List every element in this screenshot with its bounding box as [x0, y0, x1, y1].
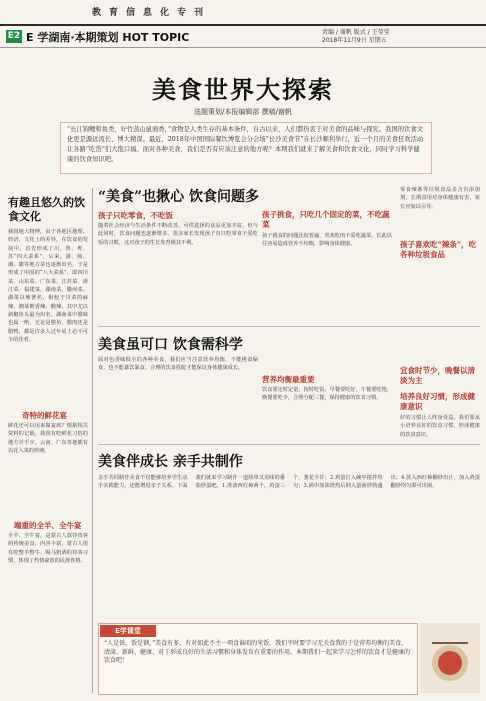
page-number: E2: [7, 31, 21, 41]
masthead: 教育信息化专刊: [92, 8, 212, 18]
credits-line-2: 2018年11月9日 星期五: [322, 37, 387, 44]
section-body-1: 随着社会经济与生活条件不断改善，可供选择的食品更加丰富，但与此同时，饮食问题也逐渐增多。很多家长发现孩子有只吃零食不爱吃饭的习惯，这对孩子的生长发育极其不利。: [98, 223, 258, 246]
credits-line-1: 责编 / 谢帆 版式 / 王莹莹: [322, 29, 390, 36]
section-subheading-5: 宜食时节少，晚餐以清淡为主: [400, 366, 475, 385]
section-subheading-3: 孩子喜欢吃“辣条”，吃各种垃圾食品: [400, 240, 477, 259]
section-heading-2: 美食虽可口 饮食需科学: [98, 337, 243, 353]
food-illustration-icon: [420, 623, 480, 693]
section-subheading-4: 营养均衡最重要: [262, 375, 315, 384]
sidebar-subheading-2: 端重的全羊、全牛宴: [14, 521, 82, 530]
sidebar-sub-body-1: 鲜花还可以用来做宴席？根据相关资料的记载，我国有吃鲜花习俗的地方并不少，云南、广东等地都有以花入菜的传统。: [8, 423, 88, 454]
classroom-tag: E学课堂: [100, 625, 156, 637]
intro-box: [60, 122, 432, 174]
article-title: 美食世界大探索: [152, 75, 334, 104]
section-body-5: 饮食要定时定量，按时吃饭，早餐要吃好，午餐要吃饱，晚餐要吃少，合理分配三餐，保持健康的饮食习惯。: [262, 387, 392, 402]
section-heading-1: “美食”也揪心 饮食问题多: [98, 189, 259, 205]
divider: [0, 47, 486, 48]
section-heading-3: 美食伴成长 亲手共制作: [98, 454, 243, 470]
credits: [322, 29, 390, 45]
byline: 选题策划/本报编辑部 撰稿/谢帆: [194, 108, 292, 116]
section-body-6: 好的习惯让人终身受益。我们要从小培养良好的饮食习惯，形成健康的饮食意识。: [400, 415, 480, 438]
section-prefix: E 学湖南·本期策划: [26, 31, 119, 44]
sidebar-body: 我国地大物博，由于各地区地理、经济、文化上的差异，在饮食的发展中，首先形成了川、鲁、粤、苏“四大菜系”，后来，浙、闽、湘、徽等地方菜也逐渐出名，于是形成了中国的“八大菜系”，即四川菜、山东菜、广东菜、江苏菜、浙江菜、福建菜、湖南菜、徽州菜。湖菜以辣著名，相较于川菜的麻辣，湘菜则香辣，酸辣，其中尤以剁椒鱼头最为出名。湖南菜中腊味也属一绝，无论是腊鱼、腊肉还是腊鸭，都是许多人过年桌上必不可少的佳肴。: [8, 229, 88, 343]
section-title: [26, 29, 189, 45]
sidebar-sub-body-2: 全羊、全牛宴，是蒙古人款待贵客的传统美食，内容丰富，蒙古人很有吃整羊整牛、喝马奶酒的待客习惯，体现了热情豪放的民族性格。: [8, 533, 88, 564]
section-subheading-2: 孩子挑食，只吃几个固定的菜，不吃蔬菜: [262, 210, 390, 229]
section-body-2: 孩子挑食的问题比较普遍，喜欢吃肉不爱吃蔬菜，长此以往容易造成营养不均衡，影响身体健康。: [262, 233, 392, 248]
section-body-3: 零食辣条等垃圾食品多含有添加剂，长期食用对身体健康有害，家长应加以引导。: [400, 187, 480, 210]
header-bar: [0, 0, 486, 24]
sidebar-subheading-1: 奇特的鲜花宴: [22, 411, 67, 420]
section-hot: HOT TOPIC: [122, 31, 190, 44]
intro-text: “长江锦鲤和鱼类，好竹蒸山鼠面香，”食物是人类生存的基本条件，自古以来，人们都热衷于对美食的品味与探究。我国的饮食文化更是源远流长、博大精深。最近，2018年中国国际餐饮博览会分会场“长沙美食节”在长沙顺利举行，近一个月的美食狂欢活动让各路“吃货”们大饱口福。面对各种美食，我们是否有应该注意的地方呢？本期我们就来了解美食和饮食文化，同时学习科学健康的饮食知识吧。: [67, 126, 424, 163]
column-divider: [92, 188, 93, 693]
divider: [98, 326, 480, 327]
section-subheading-6: 培养良好习惯，形成健康意识: [400, 392, 475, 411]
divider: [98, 444, 480, 445]
section-subheading-1: 孩子只吃零食，不吃饭: [98, 211, 173, 220]
sidebar-title: 有趣且悠久的饮食文化: [8, 196, 85, 223]
section-body-7: 亲手共同制作美食不仅能够培养学生动手实践能力，还能增进亲子关系。下面我们就来学习制作一道简单又美味的番茄炒蛋吧。1.准备西红柿两个，鸡蛋三个，葱花少许；2.鸡蛋打入碗中搅拌均匀；3.锅中加油烧热后倒入蛋液炒熟盛出；4.放入西红柿翻炒出汁，加入鸡蛋翻炒均匀即可出锅。: [98, 475, 480, 490]
section-body-4: 面对色香味俱全的各种美食，我们应当注意营养均衡，不能挑食偏食，也不能暴饮暴食。合理的饮食搭配才能保证身体健康成长。: [98, 357, 258, 372]
header-rule: [0, 24, 486, 26]
classroom-text: “人是铁，饭是钢，”美食有多，有对如此不主一项食谁咱的米饭。我们平时要学习无关食我的于是营养均衡的美食，清淡、新鲜、健康、对于形成良好的生活习惯和身体发育有重要的作用。本期我们一起来学习怎样的饮食才是健康的饮食吧！: [104, 640, 411, 665]
